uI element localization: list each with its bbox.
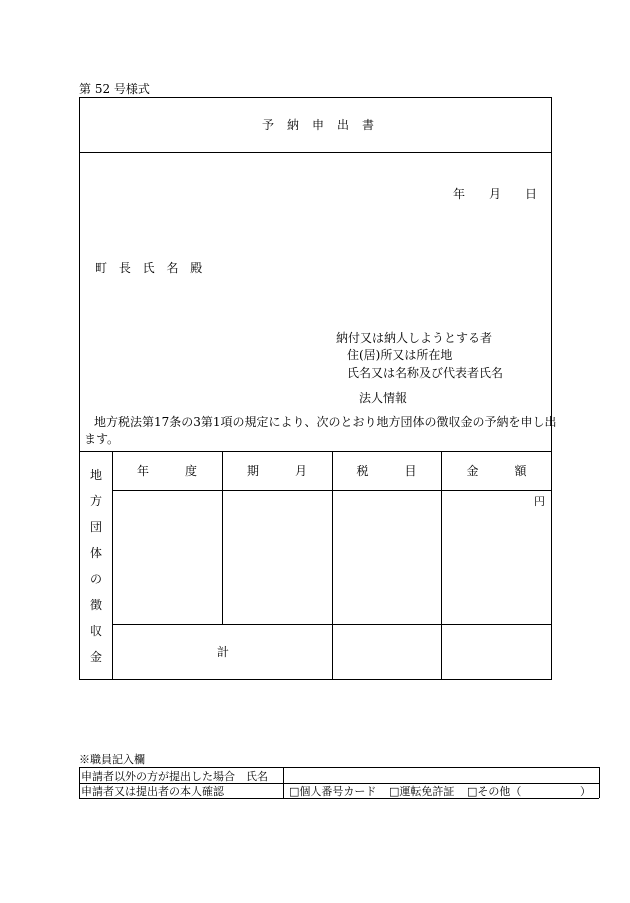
other-close-paren: ） (580, 785, 591, 798)
address-label: 住(居)所又は所在地 (347, 348, 453, 362)
table-top-border (79, 451, 552, 452)
frame-top-border (79, 97, 552, 98)
table-col-divider-3 (332, 451, 333, 679)
staff-table-left-border (79, 767, 80, 798)
table-col-divider-1 (112, 451, 113, 679)
side-label-vertical (80, 462, 112, 670)
corporate-info-label: 法人情報 (359, 391, 408, 405)
staff-table-bottom-border (79, 798, 599, 799)
staff-table-col-divider (283, 767, 284, 798)
header-tax-item: 税 目 (356, 464, 417, 478)
header-amount: 金 額 (466, 464, 527, 478)
staff-table-right-border (599, 767, 600, 798)
name-label: 氏名又は名称及び代表者氏名 (347, 366, 504, 380)
form-number: 第 52 号様式 (79, 82, 150, 96)
yen-unit: 円 (534, 495, 545, 508)
form-title: 予納申出書 (262, 118, 388, 132)
side-label-char: 収 (89, 624, 102, 638)
frame-bottom-border (79, 679, 552, 680)
date-year-label: 年 (453, 187, 466, 201)
header-period-month: 期 月 (246, 464, 307, 478)
total-label: 計 (217, 645, 230, 659)
title-divider (79, 152, 552, 153)
frame-right-border (551, 97, 552, 680)
header-fiscal-year: 年 度 (136, 464, 197, 478)
staff-section-heading: ※職員記入欄 (79, 753, 145, 766)
table-col-divider-4 (441, 451, 442, 679)
checkbox-drivers-license[interactable]: □運転免許証 (389, 785, 455, 798)
side-label-char: 団 (89, 520, 102, 534)
staff-table-mid-border (79, 783, 599, 784)
staff-table-top-border (79, 767, 599, 768)
side-label-char: 地 (89, 468, 102, 482)
side-label-char: 徴 (89, 598, 102, 612)
statement-line-2: ます。 (84, 432, 120, 446)
side-label-char: 体 (89, 546, 102, 560)
staff-row1-label: 申請者以外の方が提出した場合 氏名 (81, 770, 268, 783)
staff-row2-label: 申請者又は提出者の本人確認 (81, 785, 224, 798)
side-label-char: の (89, 572, 102, 586)
checkbox-mynumber-card[interactable]: □個人番号カード (289, 785, 377, 798)
statement-line-1: 地方税法第17条の3第1項の規定により、次のとおり地方団体の徴収金の予納を申し出 (94, 415, 557, 429)
side-label-char: 金 (89, 650, 102, 664)
addressee: 町 長 氏 名 殿 (95, 261, 203, 275)
date-day-label: 日 (525, 187, 538, 201)
checkbox-other[interactable]: □その他（ (467, 785, 522, 798)
side-label-char: 方 (89, 494, 102, 508)
date-month-label: 月 (489, 187, 502, 201)
applicant-heading: 納付又は納人しようとする者 (336, 331, 493, 345)
